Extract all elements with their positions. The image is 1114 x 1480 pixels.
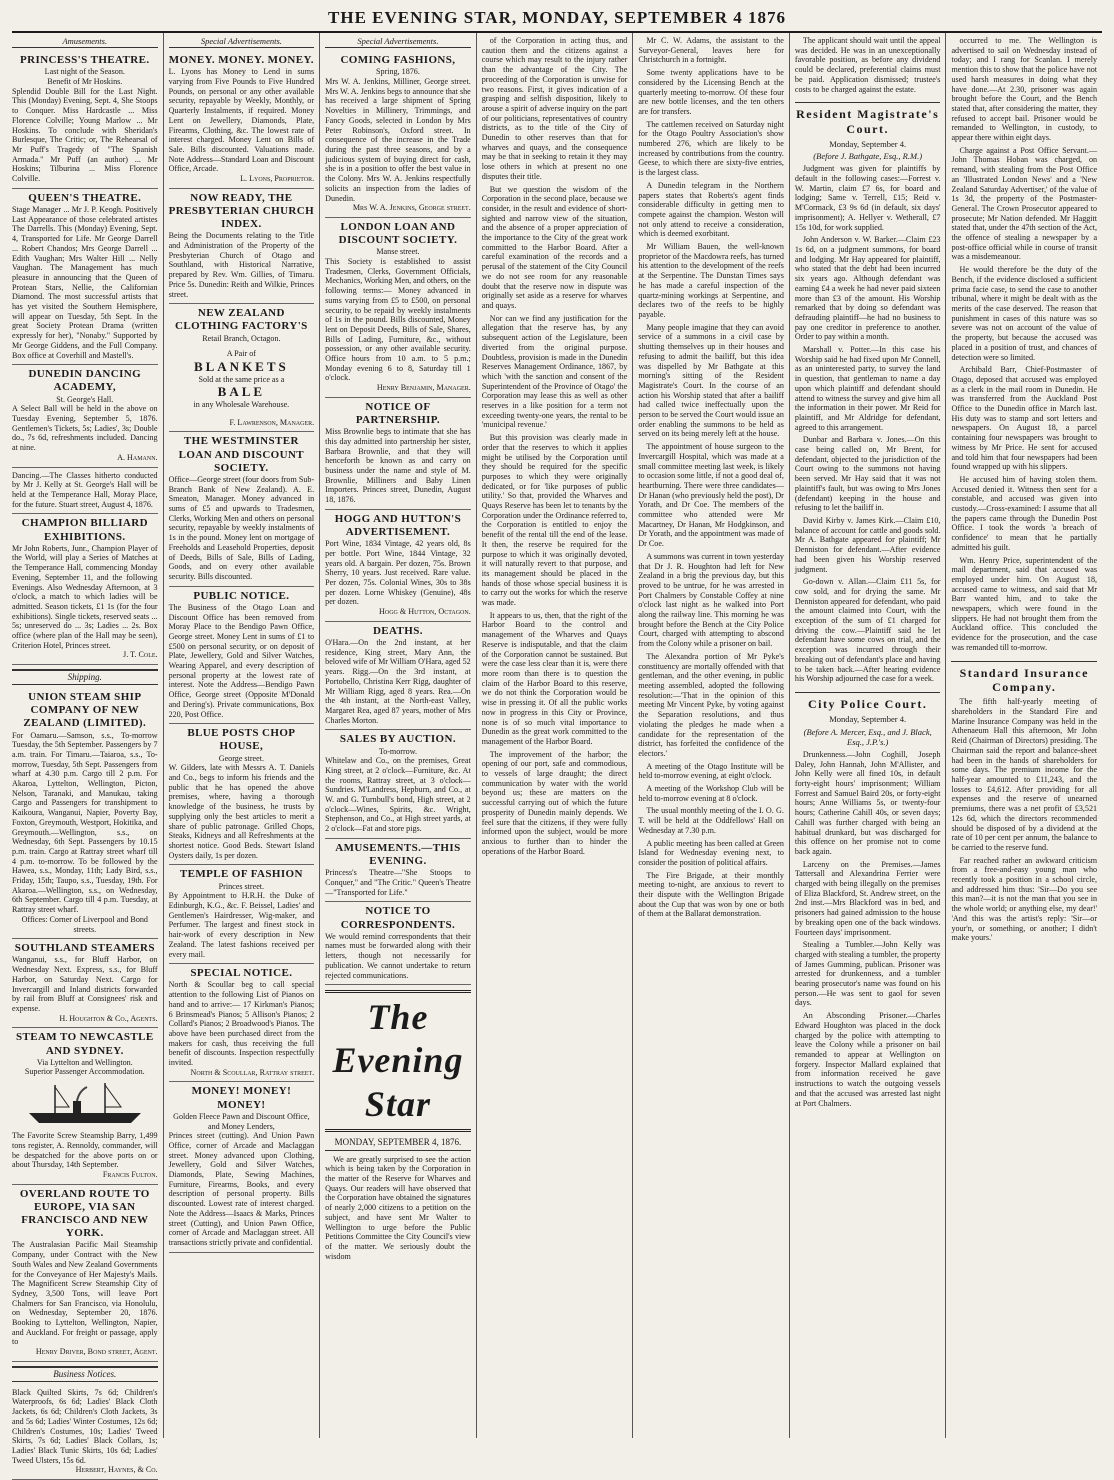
ad-title: NOTICE OF PARTNERSHIP. (355, 400, 441, 427)
shipping-heading: Shipping. (12, 669, 158, 685)
ad-body: Mrs W. A. Jenkins, Milliner, George street. Mrs W. A. Jenkins begs to announce that she has received a large shipment of Spring Novelties in Millinery, Trimmings, and Fancy Goods, selected in London by Mrs Peter Robinson's, Oxford street. In consequence of the increase in the Trade during the past three seasons, and by a judicious system of buying direct for cash, she is in a position to offer the best value in the Colony. Mrs W. A. Jenkins respectfully solicits an inspection from the ladies of Dunedin. (325, 77, 471, 203)
ad-body: This Society is established to assist Tradesmen, Clerks, Government Officials, Mechanics, Working Men, and others, on the following terms:— Money advanced in sums varying from £5 to £500, on personal security, to be repaid by weekly instalments of 1s in the pound. Bills discounted, Money lent on Deposit Deeds, Bills of Sale, Shares, Bills of Lading, Furniture, &c., without possession, or any other available security. Office hours from 10 a.m. to 5 p.m.; Monday evening 6 to 8, Saturday till 1 o'clock. (325, 257, 471, 383)
ad-subtitle: George street. (218, 753, 264, 763)
dancing-classes-ad (12, 468, 158, 515)
dancing-academy-ad (12, 365, 158, 467)
court-paragraph: Judgment was given for plaintiffs by default in the following cases:—Forrest v. W. Martin, claim £7 6s, for board and lodging; Same v. Terrell, £15; Reid v. M'Cormack, £3 9s 6d (in default, six days' imprisonment); A. Hellyer v. Wetherall, £7 15s 10d, for work supplied. (794, 164, 941, 232)
news-paragraph: A public meeting has been called at Green Island for Wednesday evening next, to consider the position of political affairs. (638, 838, 784, 867)
ad-signature: A. Hamann. (117, 452, 158, 462)
ad-title: AMUSEMENTS.—THIS EVENING. (335, 841, 461, 868)
queens-theatre-ad (12, 189, 158, 365)
presbyterian-index-ad (169, 189, 315, 304)
ad-body: Black Quilted Skirts, 7s 6d; Children's Waterproofs, 6s 6d; Ladies' Black Cloth Jackets, 6s 6d; Children's Cloth Jackets, 3s and 5s 6d; Ladies' Winter Costumes, 12s 6d; Children's Costumes, 10s; Ladies' Tweed Skirts, 7s 6d; Ladies' Black Collars, 1s; Ladies' Black Tunic Skirts, 10s 6d; Ladies' Tweed Ulsters, 15s 6d. (12, 1387, 158, 1465)
editorial-paragraph: of the Corporation in acting thus, and caution them and the citizens against a course which may result to the injury rather than the advantage of the City. The proceeding of the Corporation is unwise for two reasons. First, it gives indication of a grasping and selfish disposition, likely to arouse a spirit of adverse inquiry on the part of our politicians, representatives of country districts, as to the title of the City of Dunedin to other reserves than that for wharves and quays, and the consequence may be that in seeking to retain it they may lose others in which at present no one disputes their title. (481, 36, 628, 181)
news-paragraph: Far reached rather an awkward criticism from a free-and-easy young man who recently took a position in a school circle, and addressed him thus: 'Sir—Do you see this man?—it is not the man that you see in the whole world; or anything else, my dear!' 'And this was the artist's reply: 'Sir—or your'n, or something, or another; I didn't make yours.' (951, 855, 1098, 943)
ad-title: PRINCESS'S THEATRE. (20, 54, 150, 67)
editorial-paragraph: But this provision was clearly made in order that the reserves to which it applies might be utilised by the Corporation until they should be required for the specific purposes to which they were originally dedicated, or for 'like purposes of public utility.' So that, provided the Wharves and Quays Reserve has been let to tenants by the Corporation under the Ordinance referred to, the Corporation is entitled to enjoy the benefit of the rental till the end of the lease. It then, the reserve be required for the purpose to which it was originally devoted, it will naturally revert to that purpose, and its management should be placed in the hands of those whose special business it is to carry out the works for which the reserve was made. (481, 433, 628, 608)
ad-body: Princes street (cutting). And Union Pawn Office, corner of Arcade and Maclaggan street. Money advanced upon Clothing, Jewellery, Gold and Silver Watches, Diamonds, Plate, Sewing Machines, Furniture, Firearms, Books, and every description of personal property. Bills discounted. Lowest rate of interest charged. Note the Address—Isaacs & Marks, Princes street (Cutting), and Union Pawn Office, corner of Arcade and Maclaggan street. All transactions strictly private and confidential. (168, 1131, 315, 1247)
ad-title: STEAM TO NEWCASTLE AND SYDNEY. (15, 1031, 154, 1057)
news-paragraph: The usual monthly meeting of the I. O. G. T. will be held at the Oddfellows' Hall on Wednesday at 7.30 p.m. (638, 806, 784, 835)
westminster-loan-ad (169, 432, 315, 586)
ad-subtitle: Benefit of Mr Hoskins. (47, 77, 123, 87)
column-heading: Amusements. (12, 36, 158, 48)
ad-subtitle: Princes street. (218, 881, 265, 891)
column-5 (632, 33, 789, 1438)
ad-title: DEATHS. (372, 624, 423, 637)
editorial-paragraph: The improvement of the harbor; the opening of our port, safe and commodious, to vessels of large draught; the direct communication by water with the world beyond us; these are matters on the successful carrying out of which the future prosperity of Dunedin mainly depends. We feel sure that the citizens, if they were fully informed upon the subject, would be more anxious to further than to hinder the operations of the Harbor Board. (481, 749, 628, 856)
ad-subtitle: Retail Branch, Octagon. (202, 333, 281, 343)
masthead (12, 8, 1102, 33)
ad-title: MONEY! MONEY! MONEY! (191, 1085, 292, 1111)
court-paragraph: Charge against a Post Office Servant.—John Thomas Hoban was charged, on remand, with stealing from the Post Office an 'Illustrated London News' and a 'New Zealand Saturday Advertiser,' of the value of 1s 3d, the property of the Postmaster-General. The Crown Prosecutor appeared to prosecute; Mr Nation defended. Mr Haggitt stated that, under the 47th section of the Act, the offence of stealing a newspaper by a post-office official while in course of transit was a misdemeanour. (951, 145, 1098, 262)
ad-body: Wanganui, s.s., for Bluff Harbor, on Wednesday Next. Express, s.s., for Bluff Harbor, on Saturday Next. Cargo for Invercargill and Inland districts forwarded by rail from Bluff at Consignees' risk and expense. (12, 955, 158, 1013)
ad-title: CHAMPION BILLIARD EXHIBITIONS. (21, 517, 148, 543)
insurance-paragraph: The fifth half-yearly meeting of shareholders in the Standard Fire and Marine Insurance Company was held in the Athenaeum Hall this afternoon, Mr John Reid (Chairman of Directors) presiding. The Chairman said the report and balance-sheet had been in the hands of shareholders for some days. The premium income for the half-year amounted to £11,243, and the losses to £4,612. After providing for all expenses and the reserve of unearned premiums, there was a net profit of £3,521 12s 6d, which the directors recommended should be disposed of by a dividend at the rate of 10 per cent per annum, the balance to be carried to the reserve fund. (951, 697, 1098, 852)
court-paragraph: Archibald Barr, Chief-Postmaster of Otago, deposed that accused was employed as a clerk in the mail room in Dunedin. He was transferred from the Auckland Post Office to the Dunedin office in March last. His duty was to stamp and sort letters and newspapers. On August 18, a parcel containing four newspapers was brought to witness by Mr Price. He sent for accused and told him that four newspapers had been found wrapped up with his slippers. (951, 365, 1098, 472)
ad-body: A Select Ball will be held in the above on Tuesday Evening, September 5, 1876. Gentlemen's Tickets, 5s; Ladies', 3s; Double do., 7s 6d, refreshments included. Dancing at nine. (12, 404, 158, 453)
golden-fleece-ad (169, 1082, 315, 1252)
ad-body: Mr John Roberts, Junr., Champion Player of the World, will play a Series of Matches at the Temperance Hall, commencing Monday Evening, September 11, and the following Evenings. Also Wednesday Afternoon, at 3 o'clock, a match to which ladies will be admitted. Season tickets, £1 1s (for the four exhibitions). Single tickets, reserved seats ... 5s; unreserved do ... 3s; Ladies ... 2s. Box office (where plan of the Hall may be seen), Criterion Hotel, Princes street. (12, 543, 158, 650)
news-paragraph: Mr William Bauen, the well-known proprietor of the Macdowra reefs, has turned his attention to the development of the reefs at the Serpentine. The Dunstan Times says he has made a careful inspection of the quartz-mining workings at Serpentine, and declares two of the reefs to be highly payable. (638, 242, 784, 319)
ad-title: LONDON LOAN AND DISCOUNT SOCIETY. (338, 220, 458, 247)
blue-posts-ad (169, 724, 315, 865)
quilted-skirts-ad (12, 1385, 158, 1480)
column-7 (945, 33, 1102, 1438)
ad-title: PUBLIC NOTICE. (193, 589, 290, 602)
rm-court-date: Monday, September 4. (829, 139, 907, 149)
news-paragraph: The Fire Brigade, at their monthly meeting to-night, are anxious to revert to their dispute with the Wellington Brigade about the Cup that was won by one or both of them at the Ballarat demonstration. (638, 870, 784, 919)
ad-body: Miss Brownlie begs to intimate that she has this day admitted into partnership her sister, Barbara Brownlie, and that they will henceforth be known as and carry on business under the name and style of M. Brownlie, Milliners and Baby Linen Importers. Princes street, Dunedin, August 18, 1876. (325, 427, 471, 505)
ad-subtitle: St. George's Hall. (56, 394, 114, 404)
ad-title: HOGG AND HUTTON'S ADVERTISEMENT. (334, 512, 462, 539)
coming-fashions-ad (325, 51, 471, 218)
money-lending-ad (169, 51, 315, 189)
news-paragraph: A meeting of the Workshop Club will be held to-morrow evening at 8 o'clock. (638, 784, 784, 803)
news-paragraph: Mr C. W. Adams, the assistant to the Surveyor-General, leaves here for Christchurch in a fortnight. (638, 36, 784, 65)
news-paragraph: Many people imagine that they can avoid service of a summons in a civil case by shutting themselves up in their houses and refusing to admit the bailiff, but this idea was dispelled by Mr Bathgate at this morning's sitting of the Resident Magistrate's Court. In the course of an action his Worship stated that after a bailiff had called twice ineffectually upon the person to be served the Court would issue an order enabling the summons to be held as served on its being merely left at the house. (638, 322, 784, 439)
court-paragraph: Dunbar and Barbara v. Jones.—On this case being called on, Mr Brent, for defendant, objected to the jurisdiction of the Court owing to the summons not having been served. Mr Hay said that it was not plaintiff's fault, but was owing to Mrs Jones (defendant) keeping in the house and refusing to let the bailiff in. (794, 435, 941, 513)
column-2 (163, 33, 320, 1438)
court-paragraph: Larceny on the Premises.—James Tattersall and Alexandrina Ferrier were charged with being illegally on the premises of Eliza Blackford, St. Andrew street, on the 2nd inst.—Mrs Blackford was in bed, and prisoners had gained admission to the house by breaking open one of the back windows. Fourteen days' imprisonment. (794, 859, 941, 937)
ad-subtitle: Spring, 1876. (376, 67, 420, 77)
ad-body: W. Gilders, late with Messrs A. T. Daniels and Co., begs to inform his friends and the public that he has opened the above premises, where, having a thorough knowledge of the business, he trusts by supplying only the best articles to merit a share of public patronage. Grilled Chops, Steaks, Kidneys and all Refreshments at the shortest notice. Good Beds. Stewart Island Oysters daily, 1s per dozen. (168, 763, 315, 860)
hogg-hutton-ad (325, 510, 471, 622)
ad-title: QUEEN'S THEATRE. (28, 191, 142, 204)
ad-title: OVERLAND ROUTE TO EUROPE, VIA SAN FRANCISCO AND NEW YORK. (19, 1187, 150, 1240)
news-paragraph: A summons was current in town yesterday that Dr J. R. Houghton had left for New Zealand in a brig the previous day, but this proved to be untrue, for he was arrested in Port Chalmers by Constable Coffey at nine o'clock last night as he walked into Port along the railway line. This morning he was brought before the Bench at the City Police Court, charged with attempting to abscond from the Colony while a prisoner on bail. (638, 551, 784, 649)
sales-by-auction (325, 730, 471, 839)
ad-body: Splendid Double Bill for the Last Night. This (Monday) Evening, Sept. 4, She Stoops to Conquer. Miss Hardcastle ... Miss Florence Colville; Young Marlow ... Mr Hoskins. To conclude with Sheridan's Burlesque, The Critic; or, The Rehearsal of Mr Puff's Tragedy of "The Spanish Armada." Mr Puff (an author) ... Mr Hoskins; Tilburina ... Miss Florence Colville. (12, 86, 158, 184)
evening-star-logo: The Evening Star (325, 990, 471, 1132)
news-paragraph: Some twenty applications have to be considered by the Licensing Bench at the quarterly meeting to-morrow. Of these four are new bottle licenses, and the ten others are for transfers. (638, 68, 784, 116)
news-paragraph: The Alexandra portion of Mr Pyke's constituency are mortally offended with that gentleman, and the other evening, in public meeting assembled, adopted the following resolution:—'That in the opinion of this meeting Mr Vincent Pyke, by voting against the Separation resolutions, and thus violating the pledges he made when a candidate for the representation of the district, has forfeited the confidence of the electors.' (638, 651, 784, 758)
ad-body: The Australasian Pacific Mail Steamship Company, under Contract with the New South Wales and New Zealand Governments for the Conveyance of Her Majesty's Mails. The Magnificent Screw Steamship City of Sydney, 3,500 Tons, will leave Port Chalmers for San Francisco, via Honolulu, on Wednesday, September 20, 1876. Booking to Lyttelton, Wellington, Napier, and Auckland. For freight or passage, apply to (12, 1240, 158, 1347)
ad-title: NEW ZEALAND CLOTHING FACTORY'S (175, 307, 308, 333)
ad-body: We would remind correspondents that their names must be forwarded along with their letters, though not necessarily for publication. We cannot undertake to return rejected communications. (325, 931, 471, 980)
overland-route-ad (12, 1185, 158, 1362)
ad-body: O'Hara.—On the 2nd instant, at her residence, King street, Mary Ann, the beloved wife of Mr William O'Hara, aged 52 years. Rigg.—On the 3rd instant, at Portobello, Christina Kerr Rigg, daughter of Mr William Rigg, aged 8 years. Rea.—On the 4th instant, at the North-east Valley, Margaret Rea, aged 87 years, mother of Mrs Charles Morton. (325, 638, 471, 725)
ad-subtitle: To-morrow. (378, 746, 418, 756)
southland-steamers-ad (12, 939, 158, 1028)
princess-theatre-ad (12, 51, 158, 189)
ad-title: BLUE POSTS CHOP HOUSE, (187, 727, 296, 753)
ad-subtitle: Manse street. (376, 247, 420, 257)
ad-subtitle: Golden Fleece Pawn and Discount Office, and Money Lenders, (173, 1111, 310, 1131)
ad-body: Dancing.—The Classes hitherto conducted by Mr J. Kelly at St. George's Hall will be held at the Temperance Hall, Moray Place, for the future. Stuart street, August 4, 1876. (12, 470, 158, 509)
editorial-paragraph: We are greatly surprised to see the action which is being taken by the Corporation in the matter of the Reserve for Wharves and Quays. Our readers will have observed that the Corporation have obtained the signatures of nearly 2,000 citizens to a petition on the subject, and have sent Mr Walter to Wellington to urge before the Public Petitions Committee the City Council's view of the matter. We seriously doubt the wisdom (325, 1154, 471, 1261)
public-notice-ad (169, 587, 315, 725)
ad-signature: J. T. Cole. (123, 650, 158, 660)
court-paragraph: The applicant should wait until the appeal was decided. He was in an unexceptionally favorable position, as before any dividend could be declared, preferential claims must be paid. Application dismissed; trustee's costs to be charged against the estate. (794, 36, 941, 94)
column-1 (12, 33, 163, 1475)
ad-title: TEMPLE OF FASHION (179, 868, 303, 881)
partnership-notice (325, 398, 471, 510)
court-paragraph: occurred to me. The Wellington is advertised to sail on Wednesday instead of today; and I rang for Scanlan. I merely mention this to show that the police have not used harsh measures in doing what they have done.—At 2.30, prisoner was again brought before the Court, and the Bench stated that, after considering the matter, they refused to accept bail. Prisoner would be remanded to Wellington, in custody, to appear there within eight days. (951, 36, 1098, 143)
ad-signature: H. Houghton & Co., Agents. (59, 1013, 158, 1023)
rm-court-bench: (Before J. Bathgate, Esq., R.M.) (813, 151, 923, 162)
ad-title: SALES BY AUCTION. (339, 733, 456, 746)
clothing-factory-ad (169, 304, 315, 432)
ad-line: Sold at the same price as a (198, 374, 285, 384)
court-paragraph: John Anderson v. W. Barker.—Claim £23 1s 6d, on a judgment summons, for board and lodging. Mr Hay appeared for plaintiff, who stated that the debt had been incurred six years ago. Although defendant was earning £4 a week he had never paid sixteen more than £3 of the amount. His Worship remarked that by doing so defendant was defrauding plaintiff—he had no business to pay one creditor in preference to another. Order to pay within a month. (794, 235, 941, 342)
court-paragraph: David Kirby v. James Kirk.—Claim £10, balance of account for cattle and goods sold. Mr A. Bathgate appeared for plaintiff; Mr Denniston for defendant.—After evidence had been given his Worship reserved judgment. (794, 515, 941, 574)
ad-signature: Henry Benjamin, Manager. (376, 383, 471, 393)
ad-body: Stage Manager ... Mr J. P. Keogh. Positively Last Appearance of those celebrated artistes The Darrells. This (Monday) Evening, Sept. 4, Transported for Life. Mr George Darrell ... Robert Chandos; Mrs George Darrell ... Edith Vaughan; Mrs Walter Hill ... Nelly Vaughan. The Management has much pleasure in announcing that the Queen of Protean Stars, Nellie, the Californian Diamond. The most successful artists that has yet visited the Southern Hemisphere, will appear on Tuesday, 5th Sept. In the great Society Protean Drama (written expressly for her), "Nonaby." Supported by Mr George Giddens, and the Full Company. Box office at Coverhill and Mastell's. (12, 205, 158, 360)
business-notices-heading: Business Notices. (12, 1366, 158, 1382)
column-4 (476, 33, 633, 1438)
ad-body: The Business of the Otago Loan and Discount Office has been removed from Moray Place to the Bendigo Pawn Office, George street. Money Lent in sums of £1 to £500 on personal security, or on deposit of Plate, Jewellery, Gold and Silver Watches, Wearing Apparel, and every description of personal property at the lowest rate of interest. Note the Address—Bendigo Pawn Office, George street (Opposite M'Donald and Dering's). Private communications, Box 220, Post Office. (168, 602, 315, 719)
ad-subtitle: Last night of the Season. (44, 67, 125, 77)
insurance-heading: Standard Insurance Company. (951, 661, 1097, 695)
ad-signature: North & Scoullar, Rattray street. (190, 1067, 315, 1077)
ad-body: For Oamaru.—Samson, s.s., To-morrow Tuesday, the 5th September. Passengers by 7 a.m. train. For Timaru.—Taiaroa, s.s., To-morrow, Tuesday, 5th Sept. Passengers from wharf at 4.30 p.m. Cargo till 2 p.m. For Akaroa, Lyttelton, Wellington, Picton, Nelson, Taranaki, and Manukau, taking Cargo and Passengers for transhipment to Kaikoura, Wanganui, Napier, Poverty Bay, Foxton, Greymouth, Westport, Hokitika, and Greymouth.—Wellington, s.s., on Wednesday, 6th Sept. Passengers by 10.15 p.m. train. Cargo at Rattray street wharf till 4 p.m. to-morrow. To be followed by the Hawea, s.s., Monday, 11th; Lady Bird, s.s., Friday, 15th; Taupo, s.s., Tuesday, 19th. For Akaroa.—Wellington, s.s., on Wednesday, 6th September. Cargo till 4 p.m. Tuesday, at Rattray street wharf. (12, 730, 158, 915)
editorial-dateline: MONDAY, SEPTEMBER 4, 1876. (325, 1137, 471, 1151)
rm-court-heading: Resident Magistrate's Court. (795, 102, 941, 136)
news-paragraph: The appointment of house surgeon to the Invercargill Hospital, which was made at a small committee meeting last week, is likely to occasion some little, if not a good deal of, heartburning. There were three candidates—Dr Hanan (who previously held the post), Dr Yorath, and Dr Coe. The members of the committee who attended were Mr Macartney, Dr Hanan, Mr Hodgkinson, and Dr Yorath, and the appointment was made of Dr Coe. (638, 442, 784, 549)
steamship-illustration (12, 1080, 158, 1128)
ad-body: Port Wine, 1834 Vintage, 42 years old, 8s per bottle. Port Wine, 1844 Vintage, 32 years old. A bargain. Per dozen, 75s. Brown Sherry, 10 years. Just received. Rare value. Per dozen, 75s. Colonial Wines, 30s to 38s per dozen. Lorne Whiskey (Genuine), 48s per dozen. (325, 539, 471, 607)
news-paragraph: A Dunedin telegram in the Northern papers states that Roberts's agent finds considerable difficulty in getting men to compete against the champion. Weston will not only attend to receive a consideration, which is deemed exorbitant. (638, 180, 784, 239)
billiard-ad (12, 514, 158, 665)
column-3 (319, 33, 476, 1438)
ad-subtitle: Via Lyttelton and Wellington. (36, 1057, 133, 1067)
police-court-bench: (Before A. Mercer, Esq., and J. Black, Esq., J.P.'s.) (803, 726, 932, 747)
column-heading: Special Advertisements. (325, 36, 471, 48)
notice-to-correspondents (325, 902, 471, 985)
ad-signature: Hogg & Hutton, Octagon. (379, 607, 471, 617)
editorial-paragraph: Nor can we find any justification for the allegation that the reserve has, by any subsequent action of the Legislature, been diverted from the original purpose. Doubtless, provision is made in the Dunedin Reserves Management Ordinance, 1867, by which 'with the sanction and consent of the Superintendent of the Province of Otago' the Corporation may lease this as well as other reserves in a like position for a term not exceeding twenty-one years, the rental to be 'municipal revenue.' (481, 313, 628, 430)
issue-date: , MONDAY, SEPTEMBER 4 1876 (512, 8, 786, 28)
ad-subtitle: Offices: Corner of Liverpool and Bond streets. (21, 914, 148, 934)
ad-signature: L. Lyons, Proprietor. (240, 174, 315, 184)
police-court-date: Monday, September 4. (829, 714, 907, 725)
ad-title: SOUTHLAND STEAMERS (14, 942, 155, 955)
editorial-paragraph: But we question the wisdom of the Corporation in the second place, because we consider, in the result and evidence of short-sighted and narrow view of the situation, and the absence of a proper appreciation of the importance to the City of the great work committed to the Harbor Board. After a careful examination of the records and a perusal of the statement of the City Council we do not see room for any reasonable doubt that the reserve now in dispute was originally set aside as a reserve for wharves and quays. (481, 184, 628, 310)
ad-title: NOW READY, THE PRESBYTERIAN CHURCH INDEX. (168, 191, 315, 231)
ad-title: SPECIAL NOTICE. (190, 967, 293, 980)
court-paragraph: Wm. Henry Price, superintendent of the mail department, said that accused was employed under him. On August 18, accused came to witness, and said that Mr Barr wanted him, and to take the newspapers, which were found in the slippers. He had not brought them from the Auckland office. This concluded the evidence for the prosecution, and the case was remanded till to-morrow. (951, 555, 1098, 652)
ad-subtitle: Superior Passenger Accommodation. (24, 1067, 145, 1077)
court-paragraph: Marshall v. Potter.—In this case his Worship said he had fixed upon Mr Connell, as an uninterested party, to survey the land in question, that gentleman to name a day upon which plaintiff and defendant should attend to witness the survey and give him all the information in their power. Mr Reid for plaintiff, and Mr Aldridge for defendant, agreed to this arrangement. (794, 345, 941, 432)
ad-body: The Favorite Screw Steamship Barry, 1,499 tons register, A. Rennoldy, commander, will be despatched for the above ports on or about Thursday, 14th September. (12, 1131, 158, 1170)
ad-title: DUNEDIN DANCING ACADEMY, (28, 368, 142, 394)
court-paragraph: Drunkenness.—John Coghill, Joseph Daley, John Hannah, John M'Allister, and John Kelly were all fined 10s, in default forty-eight hours' imprisonment; William Forrest and Samuel Baird 20s, or forty-eight hours; Anne Williams 5s, or twenty-four hours; Catherine Cahill 40s, or seven days; Cahill was further charged with being an habitual drunkard, but was discharged for this offence on her promise not to come back again. (794, 749, 941, 856)
ad-body: Being the Documents relating to the Title and Administration of the Property of the Presbyterian Church of Otago and Southland, with Historical Narrative, prepared by Rev. Wm. Gillies, of Timaru. Price 5s. Dunedin: Reith and Wilkie, Princes street. (168, 231, 315, 299)
court-paragraph: Go-down v. Allan.—Claim £11 5s, for cow sold, and for drying the same. Mr Denniston appeared for defendant, who paid the amount claimed into Court, with the exception of the sum of £1 charged for driving the cow.—Plaintiff said he let defendant have some cows on trial, and the exception was incurred through their breaking out of defendant's place and having to be taken back.—After hearing evidence his Worship adjourned the case for a week. (794, 577, 941, 684)
steam-newcastle-ad (12, 1028, 158, 1184)
deaths-notices (325, 622, 471, 731)
columns (12, 33, 1102, 1475)
ad-feature: BLANKETS (193, 359, 289, 375)
ad-body: Princess's Theatre—"She Stoops to Conquer," and "The Critic." Queen's Theatre—"Transported for Life." (325, 868, 471, 897)
ad-title: THE WESTMINSTER LOAN AND DISCOUNT SOCIETY. (178, 435, 305, 474)
ad-signature: Francis Fulton. (102, 1170, 158, 1179)
police-court-heading: City Police Court. (795, 692, 941, 711)
ad-body: By Appointment to H.R.H. the Duke of Edinburgh, K.G., &c. F. Beissel, Ladies' and Gentlemen's Hairdresser, Wig-maker, and Perfumer. The largest and finest stock in hair-work of every description in New Zealand. The latest fashions received per every mail. (168, 891, 315, 959)
court-paragraph: He would therefore be the duty of the Bench, if the evidence disclosed a sufficient prima facie case, to send the case to another tribunal, where it might be dealt with as the merits of the case deserved. The reason that punishment in cases of this nature was so severe was not on account of the value of the property, but because the accused was placed in a position of trust, and chances of detection were so limited. (951, 265, 1098, 362)
amusements-this-evening (325, 839, 471, 902)
ad-body: Office—George street (four doors from Sub-Branch Bank of New Zealand). A. E. Smeaton, Manager. Money advanced in sums of £5 and upwards to Tradesmen, Clerks, Working Men and others on personal security, repayable by weekly instalments of 1s in the pound. Money lent on mortgage of Freeholds and Leasehold Properties, deposit of Deeds, Bills of Sale, Bills of Lading, Goods, and on every other available security. Bills discounted. (168, 474, 315, 581)
ad-title: UNION STEAM SHIP COMPANY OF NEW ZEALAND (LIMITED). (23, 690, 147, 730)
ad-title: NOTICE TO CORRESPONDENTS. (340, 905, 456, 931)
union-steamship-ad (12, 688, 158, 939)
ad-signature: Mrs W. A. Jenkins, George street. (352, 203, 471, 213)
temple-of-fashion-ad (169, 865, 315, 964)
ad-title: MONEY. MONEY. MONEY. (168, 54, 314, 67)
court-paragraph: He accused him of having stolen them. Accused denied it. Witness then sent for a constable, and accused was given into custody.—Cross-examined: I assume that all the papers came through the Dunedin Post Office. I took the words 'a breach of confidence' to mean that he partially admitted his guilt. (951, 474, 1098, 552)
column-6 (789, 33, 946, 1438)
ad-feature: BALE (217, 384, 266, 400)
ad-body: North & Scoullar beg to call special attention to the following List of Pianos on hand and to arrive:— 17 Kirkman's Pianos; 6 Brinsmead's Pianos; 5 Allison's Pianos; 2 Collard's Pianos; 2 Broadwood's Pianos. The above have been purchased direct from the makers for cash, thus receiving the full benefit of discounts. Inspection respectfully invited. (168, 980, 315, 1068)
court-paragraph: Stealing a Tumbler.—John Kelly was charged with stealing a tumbler, the property of James Gumming, publican. Prisoner was arrested for drunkenness, and a tumbler bearing prosecutor's name was found on his person.—He was sent to gaol for seven days. (794, 940, 941, 1008)
court-paragraph: An Absconding Prisoner.—Charles Edward Houghton was placed in the dock charged by the police with attempting to leave the Colony while a prisoner on bail remanded to appear at Wellington on forgery. Inspector Mallard explained that from information received he gave instructions to watch the outgoing vessels and that the accused was arrested last night at Port Chalmers. (794, 1011, 941, 1108)
london-loan-ad (325, 218, 471, 398)
news-paragraph: A meeting of the Otago Institute will be held to-morrow evening, at eight o'clock. (638, 761, 784, 781)
ad-body: L. Lyons has Money to Lend in sums varying from Five Pounds to Five Hundred Pounds, on personal or any other available security, repayable by Weekly, Monthly, or Quarterly Instalments, if required. Money Lent on Jewellery, Diamonds, Plate, Firearms, Clothing, &c. The lowest rate of interest charged. Money Lent on Bills of Sale. Bills discounted. Valuations made. Note Address—Standard Loan and Discount Office, Arcade. (168, 67, 315, 174)
ad-signature: F. Lawrenson, Manager. (229, 417, 315, 427)
ad-line: in any Wholesale Warehouse. (193, 399, 290, 409)
ad-title: COMING FASHIONS, (340, 54, 456, 67)
paper-name: THE EVENING STAR (328, 8, 512, 27)
ad-signature: Henry Driver, Bond street, Agent. (35, 1347, 158, 1357)
special-notice-ad (169, 964, 315, 1082)
column-heading: Special Advertisements. (169, 36, 315, 48)
editorial-paragraph: It appears to us, then, that the right of the Harbor Board to the control and management of the Wharves and Quays Reserve is indisputable, and that the claim of the Corporation cannot be sustained. But were the case less clear than it is, were there more room than there is to question the claim of the Harbor Board to this reserve, we do not think the Corporation would be wise in pressing it. Of all the public works now in progress in this City or Province, none is of so much vital importance to Dunedin as the great work committed to the management of the Harbor Board. (481, 610, 628, 746)
news-paragraph: The cattlemen received on Saturday night for the Otago Poultry Association's show numbered 276, which are likely to be increased by contributions from the country. Geese, to which there are sixty-five entries, is the largest class. (638, 119, 784, 178)
ad-body: Whitelaw and Co., on the premises, Great King street, at 2 o'clock—Furniture, &c. At the rooms, Rattray street, at 3 o'clock—Sundries. M'Landress, Hepburn, and Co., at W. and G. Turnbull's bond, High street, at 2 o'clock—Wines, Spirits, &c. Wright, Stephenson, and Co., at High street yards, at 2 o'clock—Fat and store pigs. (325, 756, 471, 834)
ad-line: A Pair of (226, 349, 256, 359)
ad-signature: Herbert, Haynes, & Co. (75, 1465, 158, 1475)
